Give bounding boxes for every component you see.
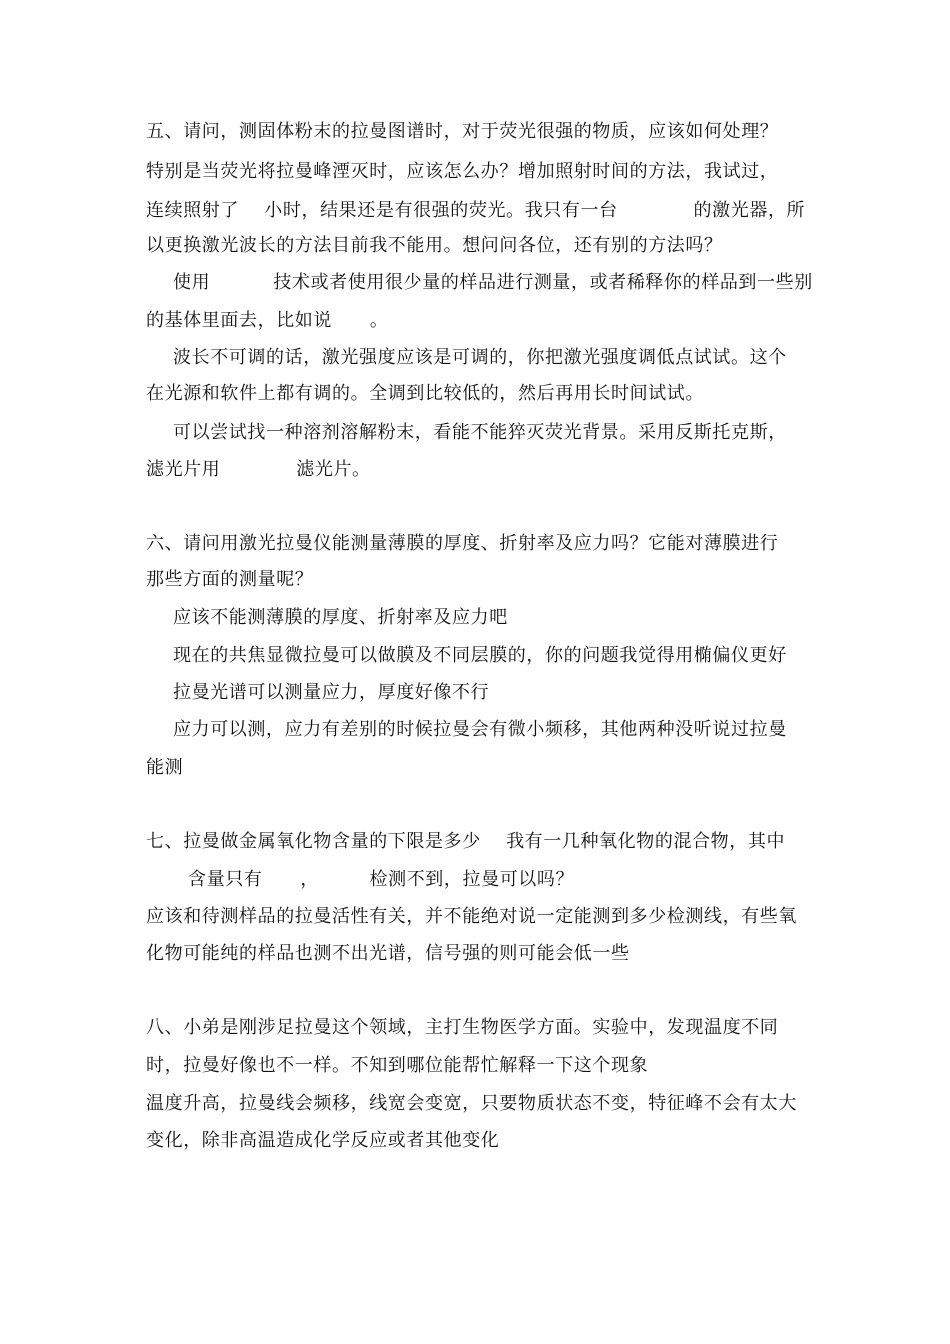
- answer-line: 在光源和软件上都有调的。全调到比较低的，然后再用长时间试试。: [146, 383, 704, 404]
- answer-line: 使用 技术或者使用很少量的样品进行测量，或者稀释你的样品到一些别: [173, 272, 813, 293]
- answer-line: 波长不可调的话，激光强度应该是可调的，你把激光强度调低点试试。这个: [173, 347, 787, 368]
- question-line: 特别是当荧光将拉曼峰湮灭时，应该怎么办？增加照射时间的方法，我试过，: [146, 161, 779, 182]
- answer-line: 应该不能测薄膜的厚度、折射率及应力吧: [173, 607, 508, 628]
- answer-line: 可以尝试找一种溶剂溶解粉末，看能不能猝灭荧光背景。采用反斯托克斯，: [173, 422, 787, 443]
- question-line: 以更换激光波长的方法目前我不能用。想问问各位，还有别的方法吗？: [146, 235, 723, 256]
- answer-line: 变化，除非高温造成化学反应或者其他变化: [146, 1130, 500, 1151]
- answer-line: 现在的共焦显微拉曼可以做膜及不同层膜的，你的问题我觉得用椭偏仪更好: [173, 645, 787, 666]
- answer-line: 的基体里面去，比如说 。: [146, 310, 389, 331]
- question-line: 八、小弟是刚涉足拉曼这个领域，主打生物医学方面。实验中，发现温度不同: [146, 1017, 779, 1038]
- answer-line: 应力可以测，应力有差别的时候拉曼会有微小频移，其他两种没听说过拉曼: [173, 719, 787, 740]
- answer-line: 拉曼光谱可以测量应力，厚度好像不行: [173, 682, 490, 703]
- question-line: 六、请问用激光拉曼仪能测量薄膜的厚度、折射率及应力吗？它能对薄膜进行: [146, 533, 779, 554]
- question-line: 那些方面的测量呢？: [146, 569, 314, 590]
- question-line: 七、拉曼做金属氧化物含量的下限是多少 我有一几种氧化物的混合物，其中: [146, 831, 786, 852]
- answer-line: 能测: [146, 757, 184, 778]
- answer-line: 应该和待测样品的拉曼活性有关，并不能绝对说一定能测到多少检测线，有些氧: [146, 906, 797, 927]
- question-line: 连续照射了 小时，结果还是有很强的荧光。我只有一台 的激光器，所: [146, 200, 806, 221]
- answer-line: 温度升高，拉曼线会频移，线宽会变宽，只要物质状态不变，特征峰不会有太大: [146, 1093, 797, 1114]
- answer-line: 滤光片用 滤光片。: [146, 459, 371, 480]
- question-line: 时，拉曼好像也不一样。不知到哪位能帮忙解释一下这个现象: [146, 1055, 649, 1076]
- question-line: 含量只有 ， 检测不到，拉曼可以吗？: [188, 869, 575, 890]
- question-line: 五、请问，测固体粉末的拉曼图谱时，对于荧光很强的物质，应该如何处理？: [146, 121, 779, 142]
- answer-line: 化物可能纯的样品也测不出光谱，信号强的则可能会低一些: [146, 943, 630, 964]
